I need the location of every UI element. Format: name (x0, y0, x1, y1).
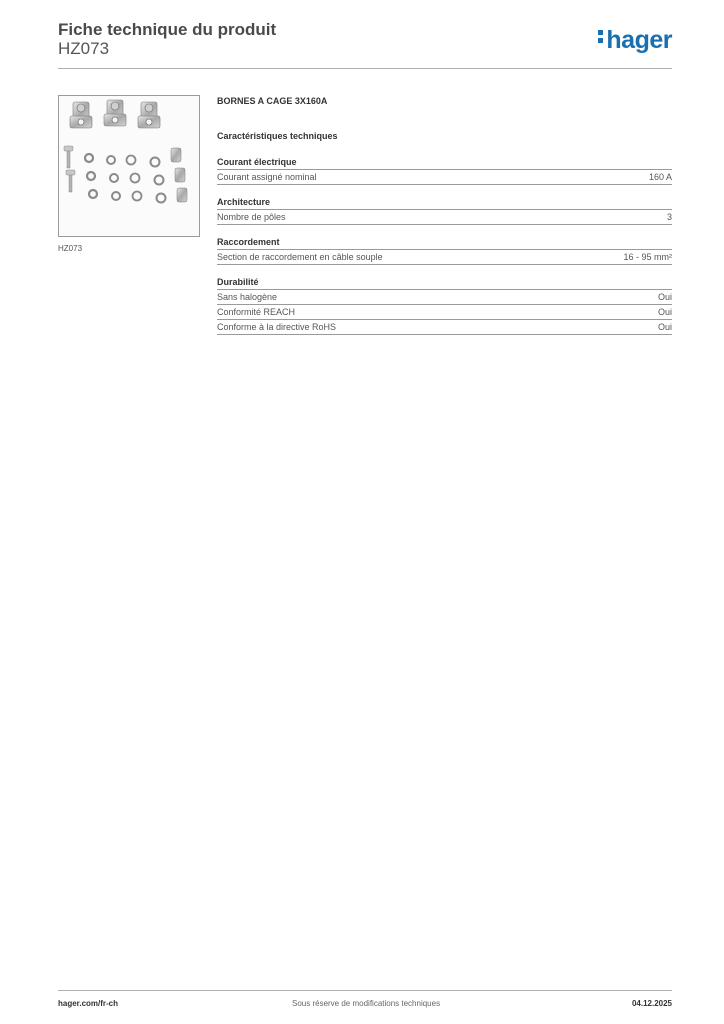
footer-date: 04.12.2025 (631, 999, 672, 1008)
spacers (171, 148, 187, 202)
document-title: Fiche technique du produit (58, 20, 277, 39)
spec-group-title: Courant électrique (217, 157, 672, 170)
spec-row (217, 305, 672, 320)
cage-terminal-1 (70, 102, 92, 128)
footer-divider (58, 990, 672, 991)
spec-group-electrical (217, 157, 672, 185)
spec-value: 160 A (648, 172, 672, 182)
screws (64, 146, 75, 192)
product-reference: HZ073 (58, 39, 110, 58)
spec-group-architecture (217, 197, 672, 225)
photo-caption: HZ073 (58, 244, 83, 253)
spec-group-title: Raccordement (217, 237, 672, 250)
spec-group-title: Architecture (217, 197, 672, 210)
logo-text: hager (606, 26, 672, 54)
specifications (217, 96, 672, 347)
spec-group-connection (217, 237, 672, 265)
spec-row (217, 290, 672, 305)
footer-disclaimer: Sous réserve de modifications techniques (292, 999, 441, 1008)
spec-value: Oui (657, 307, 672, 317)
cage-terminal-3 (138, 102, 160, 128)
spec-value: Oui (657, 292, 672, 302)
cage-terminal-2 (104, 100, 126, 126)
spec-value: 3 (666, 212, 672, 222)
spec-row (217, 250, 672, 265)
spec-label: Courant assigné nominal (217, 172, 317, 182)
spec-label: Conformité REACH (217, 307, 296, 317)
product-photo (58, 95, 200, 237)
spec-value: Oui (657, 322, 672, 332)
nuts-and-washers (85, 154, 166, 203)
logo-dots-icon (598, 27, 604, 46)
spec-label: Sans halogène (217, 292, 278, 302)
spec-group-title: Durabilité (217, 277, 672, 290)
spec-label: Nombre de pôles (217, 212, 286, 222)
footer-website: hager.com/fr-ch (58, 999, 119, 1008)
cage-terminals-illustration (59, 96, 199, 236)
header-divider (58, 68, 672, 69)
spec-value: 16 - 95 mm² (623, 252, 672, 262)
spec-row (217, 170, 672, 185)
spec-group-durability (217, 277, 672, 335)
spec-label: Conforme à la directive RoHS (217, 322, 337, 332)
spec-label: Section de raccordement en câble souple (217, 252, 383, 262)
spec-row (217, 320, 672, 335)
specs-heading: Caractéristiques techniques (217, 131, 338, 141)
spec-row (217, 210, 672, 225)
hager-logo (598, 28, 672, 53)
product-name: BORNES A CAGE 3X160A (217, 96, 328, 106)
